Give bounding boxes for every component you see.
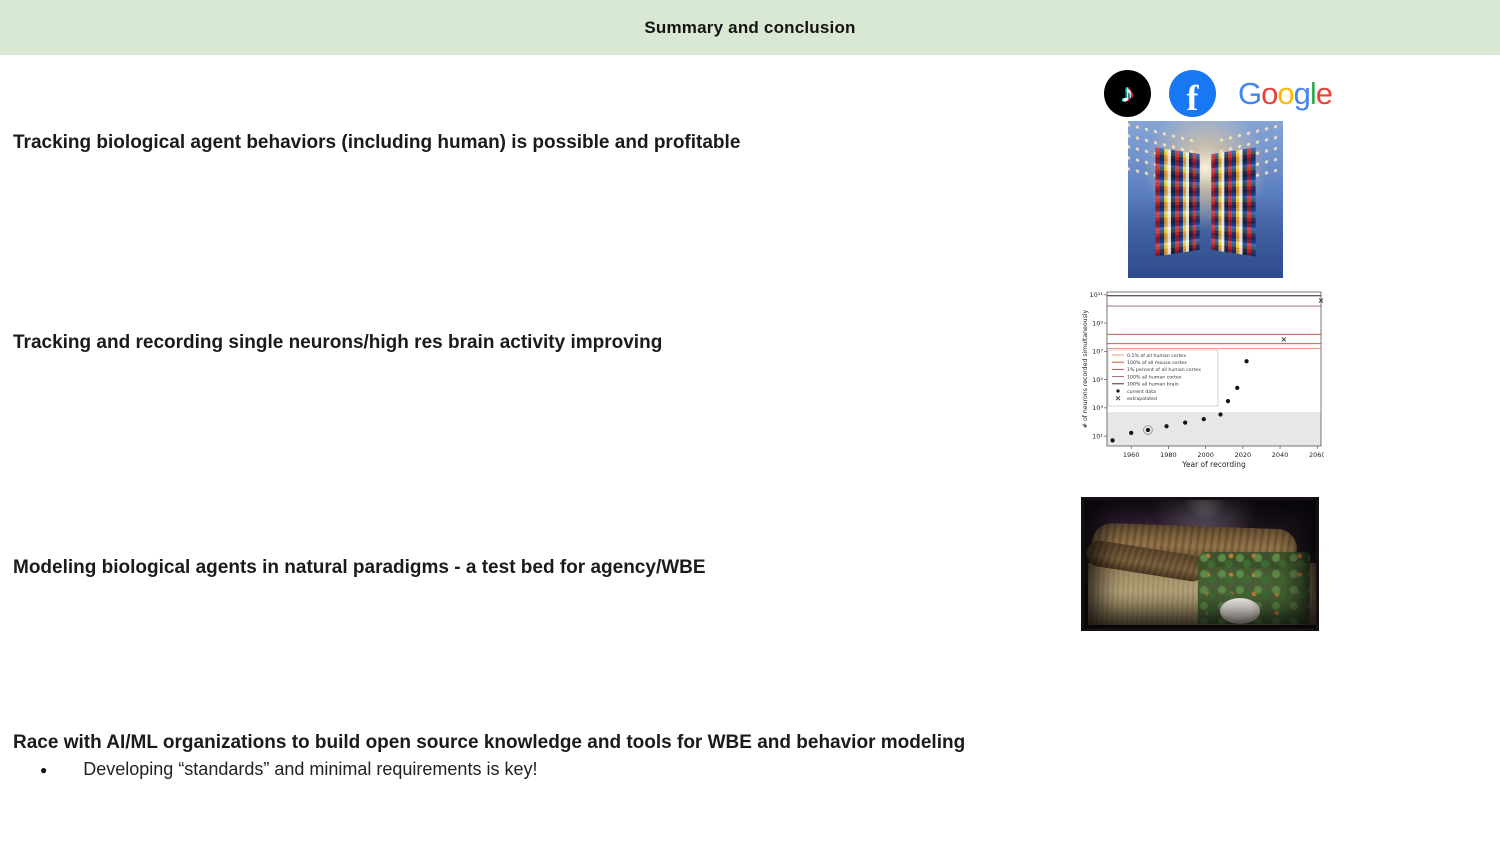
svg-text:10⁵: 10⁵ (1092, 375, 1103, 384)
svg-text:10⁹: 10⁹ (1092, 319, 1103, 328)
neurons-recorded-chart (1081, 286, 1324, 471)
google-letter: o (1277, 76, 1294, 111)
svg-text:2060: 2060 (1309, 451, 1324, 459)
slide-header (0, 0, 1500, 55)
svg-text:2020: 2020 (1234, 451, 1252, 459)
svg-text:10³: 10³ (1092, 404, 1103, 413)
google-letter: g (1293, 76, 1310, 111)
page-title: Summary and conclusion (644, 17, 856, 37)
facebook-logo-icon (1169, 70, 1216, 117)
sub-bullet-row (40, 759, 537, 780)
svg-text:10¹¹: 10¹¹ (1089, 291, 1103, 300)
svg-text:# of neurons recorded simultan: # of neurons recorded simultaneously (1082, 309, 1089, 429)
sub-bullet-text: Developing “standards” and minimal requirements is key! (83, 759, 538, 779)
svg-text:100% all human cortex: 100% all human cortex (1127, 375, 1182, 381)
svg-text:extrapolated: extrapolated (1127, 397, 1157, 402)
bullet-point-race-aiml: Race with AI/ML organizations to build open source knowledge and tools for WBE and behavior modeling (13, 732, 966, 753)
svg-text:1980: 1980 (1160, 451, 1177, 459)
svg-text:100% all human brain: 100% all human brain (1127, 382, 1179, 388)
crowd-silhouettes (1128, 232, 1283, 278)
svg-text:1% percent of all human cortex: 1% percent of all human cortex (1127, 368, 1201, 374)
tiktok-note-glyph: ♪ (1121, 78, 1134, 108)
ai-crowd-mosaic-image (1128, 121, 1283, 278)
google-letter: l (1309, 76, 1316, 111)
svg-text:10¹: 10¹ (1092, 432, 1103, 441)
svg-text:2040: 2040 (1271, 451, 1289, 459)
google-letter: e (1315, 76, 1333, 111)
google-logo-wordmark (1238, 76, 1332, 112)
svg-text:current data: current data (1127, 389, 1156, 395)
bullet-point-tracking-behaviors: Tracking biological agent behaviors (including human) is possible and profitable (13, 132, 741, 153)
svg-text:Year of recording: Year of recording (1182, 460, 1246, 469)
tiktok-logo-icon (1104, 70, 1151, 117)
bullet-point-modeling-agents: Modeling biological agents in natural paradigms - a test bed for agency/WBE (13, 557, 706, 578)
svg-text:0.1% of all human cortex: 0.1% of all human cortex (1127, 353, 1187, 359)
facebook-f-glyph: f (1186, 78, 1199, 118)
svg-text:1960: 1960 (1122, 451, 1140, 459)
bullet-dot-icon: ● (40, 762, 48, 777)
svg-text:100% of all mouse cortex: 100% of all mouse cortex (1127, 361, 1187, 366)
photo-vignette (1084, 500, 1316, 628)
google-letter: G (1238, 76, 1262, 111)
svg-text:10⁷: 10⁷ (1092, 347, 1103, 356)
enclosure-photo (1081, 497, 1319, 631)
svg-text:2000: 2000 (1197, 451, 1214, 459)
google-letter: o (1261, 76, 1278, 111)
bullet-point-recording-neurons: Tracking and recording single neurons/high res brain activity improving (13, 332, 663, 353)
